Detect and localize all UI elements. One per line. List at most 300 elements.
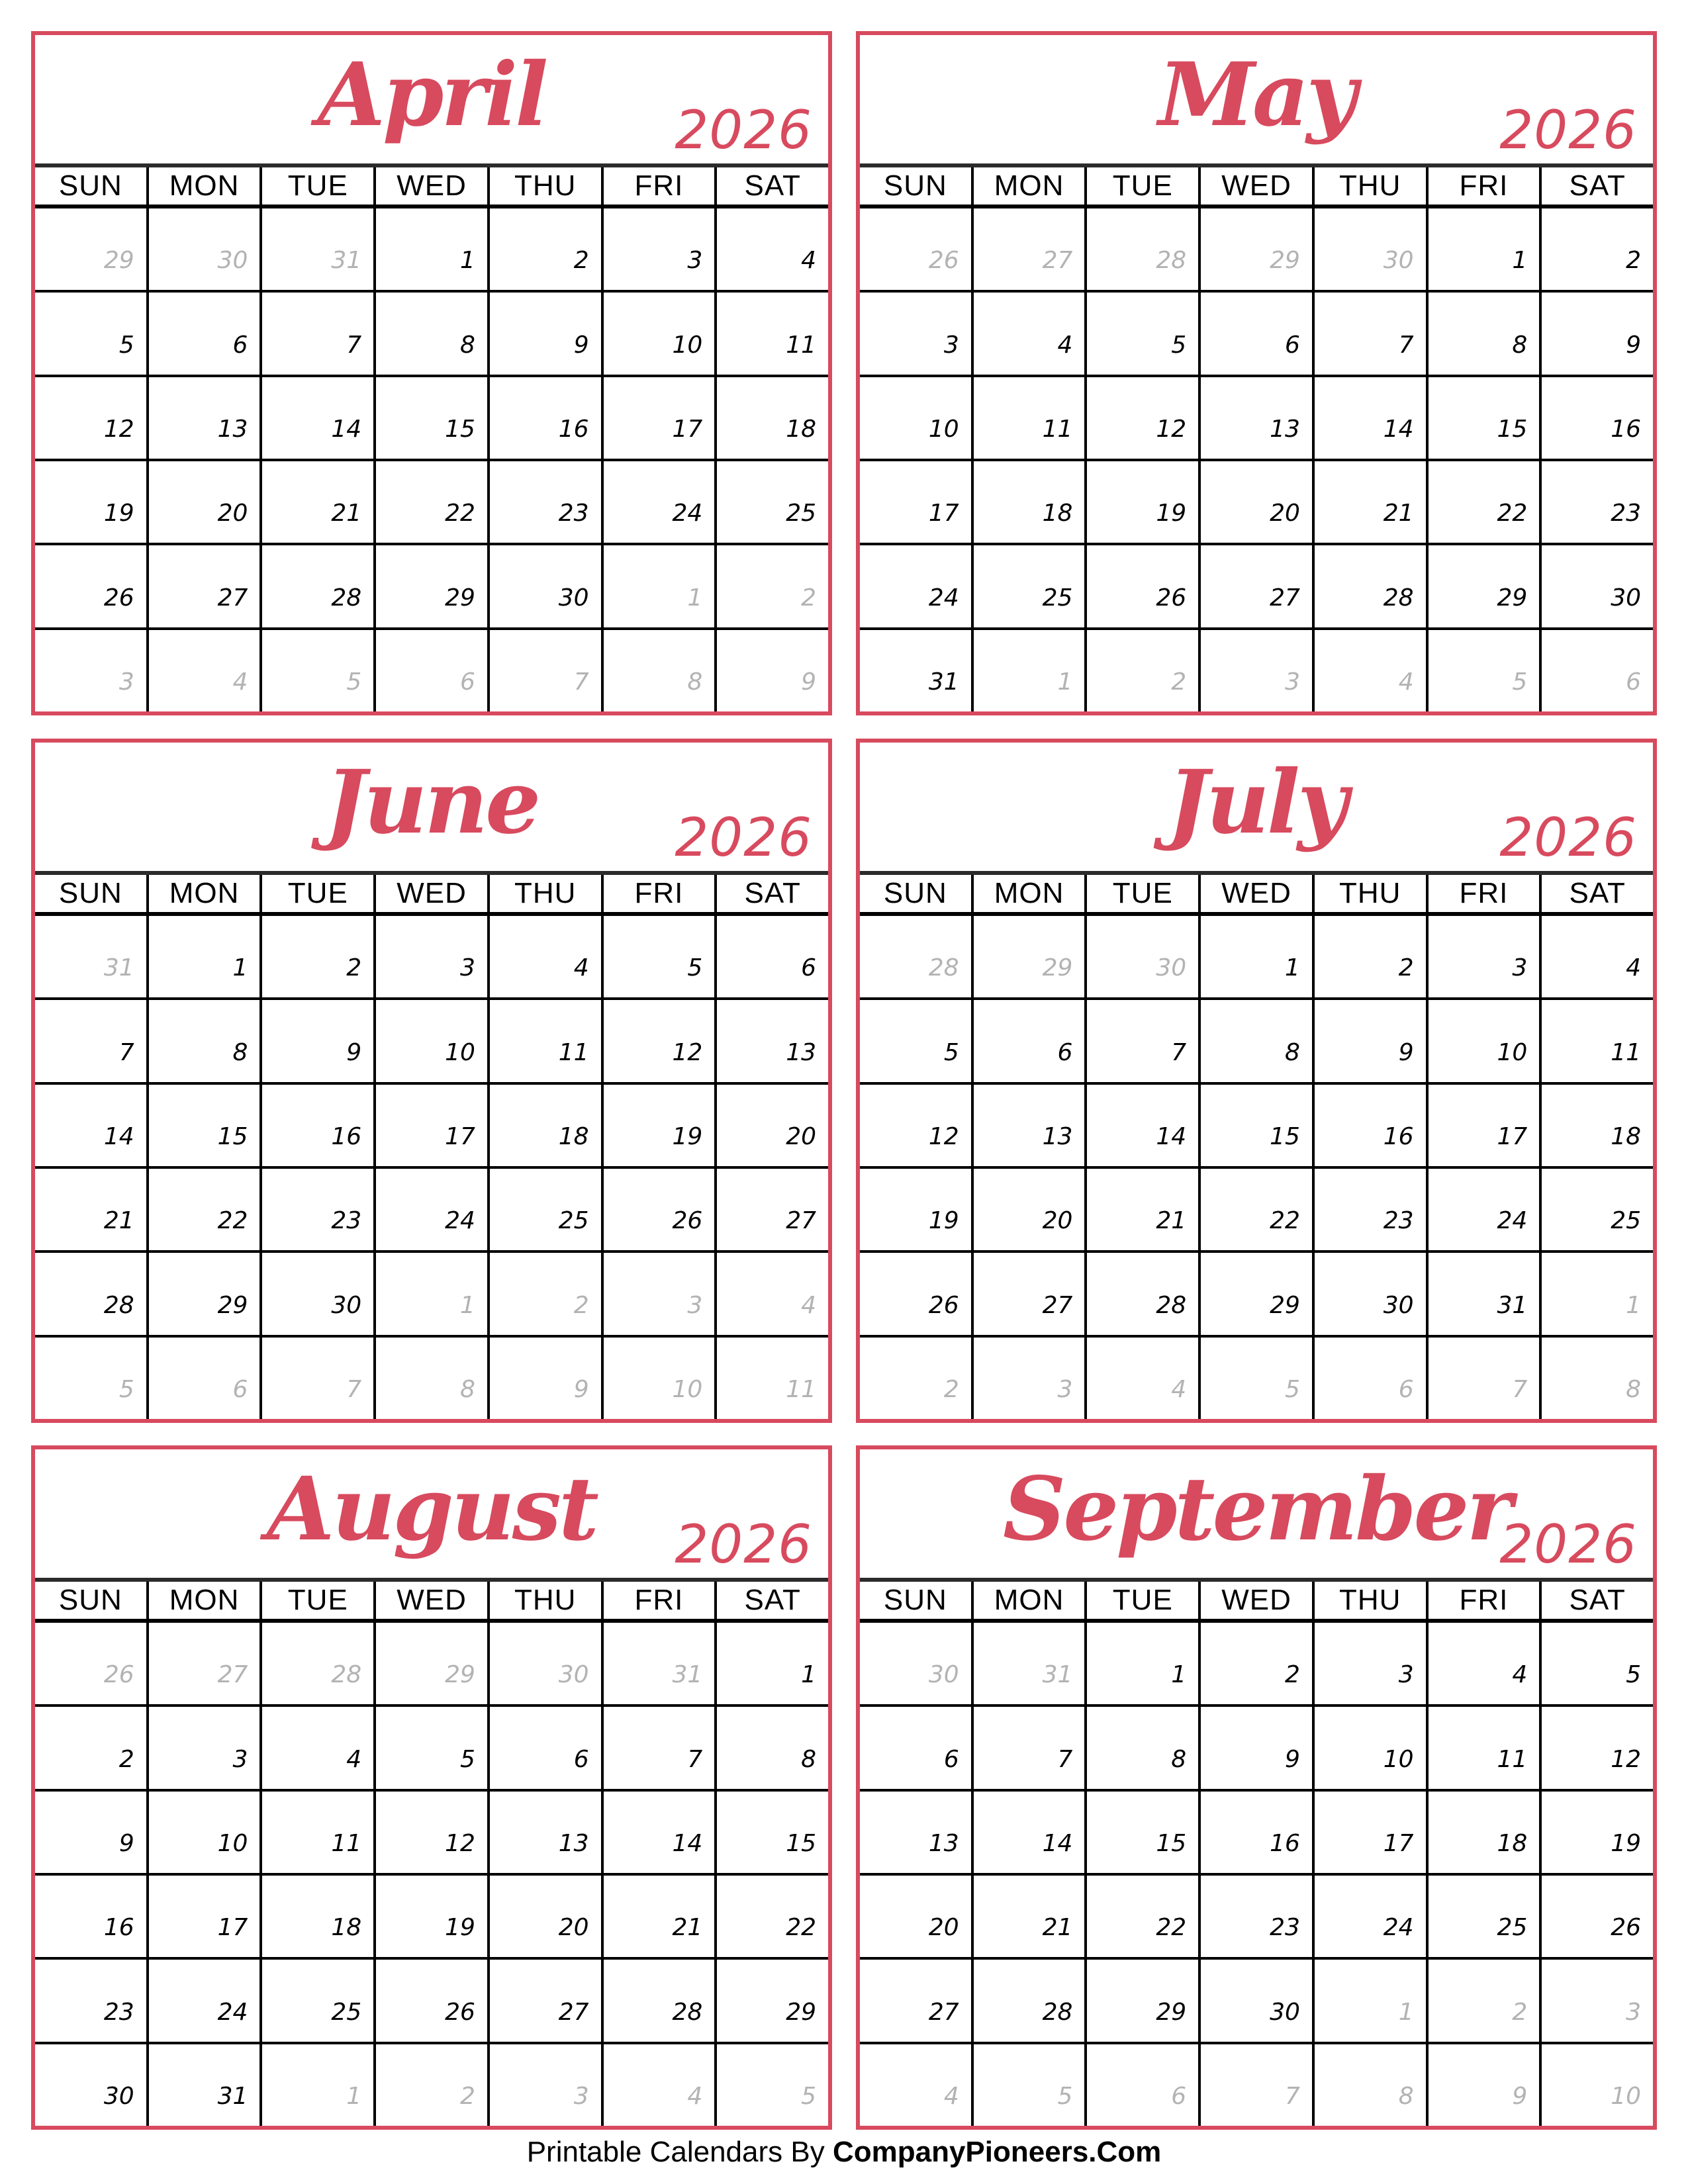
- day-cell-outside-month[interactable]: [1542, 1338, 1653, 1419]
- day-number: 2: [1398, 954, 1414, 982]
- day-cell-outside-month[interactable]: [974, 2044, 1088, 2126]
- day-cell-outside-month[interactable]: [974, 1338, 1088, 1419]
- day-cell-outside-month[interactable]: [262, 208, 376, 290]
- day-cell-outside-month[interactable]: [376, 2044, 490, 2126]
- day-cell[interactable]: [1429, 1253, 1542, 1334]
- day-cell[interactable]: [717, 208, 828, 290]
- day-cell[interactable]: [1315, 1792, 1429, 1873]
- day-cell[interactable]: [1087, 1169, 1201, 1250]
- day-cell-outside-month[interactable]: [1542, 630, 1653, 711]
- day-cell[interactable]: [149, 1792, 263, 1873]
- day-cell[interactable]: [860, 1792, 974, 1873]
- day-cell[interactable]: [490, 1960, 604, 2041]
- day-cell-outside-month[interactable]: [149, 1623, 263, 1704]
- day-cell[interactable]: [490, 1000, 604, 1081]
- day-number: 10: [1497, 1038, 1528, 1066]
- day-cell[interactable]: [262, 1000, 376, 1081]
- day-cell-outside-month[interactable]: [1087, 208, 1201, 290]
- day-cell[interactable]: [860, 1253, 974, 1334]
- day-cell[interactable]: [35, 377, 149, 459]
- day-cell[interactable]: [1087, 1085, 1201, 1166]
- day-cell[interactable]: [974, 1792, 1088, 1873]
- day-cell[interactable]: [1315, 1707, 1429, 1788]
- day-cell[interactable]: [604, 1000, 718, 1081]
- day-cell[interactable]: [149, 293, 263, 374]
- day-cell[interactable]: [490, 1707, 604, 1788]
- day-cell[interactable]: [490, 545, 604, 627]
- day-cell[interactable]: [1542, 916, 1653, 997]
- day-cell[interactable]: [149, 916, 263, 997]
- day-cell[interactable]: [1201, 1707, 1315, 1788]
- day-cell[interactable]: [376, 461, 490, 543]
- day-number: 25: [786, 500, 817, 527]
- day-cell[interactable]: [35, 1169, 149, 1250]
- day-cell-outside-month[interactable]: [974, 916, 1088, 997]
- day-cell-outside-month[interactable]: [1087, 1338, 1201, 1419]
- day-cell-outside-month[interactable]: [604, 1623, 718, 1704]
- day-cell[interactable]: [717, 461, 828, 543]
- day-number: 11: [1497, 1745, 1528, 1773]
- day-cell-outside-month[interactable]: [1201, 2044, 1315, 2126]
- day-number: 29: [217, 1291, 248, 1319]
- day-cell[interactable]: [35, 1792, 149, 1873]
- day-cell[interactable]: [974, 1000, 1088, 1081]
- day-cell[interactable]: [717, 1085, 828, 1166]
- day-cell[interactable]: [262, 916, 376, 997]
- day-number: 19: [1611, 1829, 1642, 1857]
- month-title: September: [1002, 1458, 1511, 1561]
- day-cell-outside-month[interactable]: [860, 2044, 974, 2126]
- day-cell[interactable]: [1315, 545, 1429, 627]
- day-cell[interactable]: [1201, 1623, 1315, 1704]
- day-cell[interactable]: [604, 1960, 718, 2041]
- day-cell-outside-month[interactable]: [376, 1338, 490, 1419]
- day-cell-outside-month[interactable]: [604, 1253, 718, 1334]
- day-number: 11: [786, 331, 817, 359]
- day-cell[interactable]: [376, 1707, 490, 1788]
- day-number: 1: [1284, 954, 1300, 982]
- day-cell[interactable]: [1429, 208, 1542, 290]
- day-cell[interactable]: [974, 1253, 1088, 1334]
- day-cell[interactable]: [490, 293, 604, 374]
- day-cell[interactable]: [1542, 545, 1653, 627]
- day-cell[interactable]: [149, 1169, 263, 1250]
- day-cell[interactable]: [1087, 1000, 1201, 1081]
- day-cell[interactable]: [1201, 1876, 1315, 1957]
- day-cell[interactable]: [604, 1792, 718, 1873]
- day-cell[interactable]: [604, 1707, 718, 1788]
- day-cell[interactable]: [1429, 1623, 1542, 1704]
- day-cell[interactable]: [1315, 461, 1429, 543]
- day-cell[interactable]: [1315, 1876, 1429, 1957]
- day-cell-outside-month[interactable]: [1087, 916, 1201, 997]
- day-number: 29: [1270, 247, 1300, 275]
- day-number: 11: [1611, 1038, 1642, 1066]
- day-cell-outside-month[interactable]: [262, 1623, 376, 1704]
- day-cell[interactable]: [860, 1707, 974, 1788]
- day-cell[interactable]: [1315, 1623, 1429, 1704]
- day-cell[interactable]: [1542, 1085, 1653, 1166]
- day-cell[interactable]: [376, 1085, 490, 1166]
- day-cell[interactable]: [1542, 208, 1653, 290]
- day-cell[interactable]: [1201, 293, 1315, 374]
- day-cell[interactable]: [1087, 1792, 1201, 1873]
- day-number: 6: [459, 668, 475, 696]
- day-cell[interactable]: [604, 1169, 718, 1250]
- day-cell[interactable]: [35, 1960, 149, 2041]
- day-cell[interactable]: [262, 1707, 376, 1788]
- day-cell[interactable]: [149, 1253, 263, 1334]
- day-cell-outside-month[interactable]: [262, 630, 376, 711]
- day-cell[interactable]: [1429, 1085, 1542, 1166]
- day-cell[interactable]: [860, 377, 974, 459]
- day-cell[interactable]: [1429, 377, 1542, 459]
- day-number: 10: [445, 1038, 475, 1066]
- day-cell-outside-month[interactable]: [717, 545, 828, 627]
- day-cell-outside-month[interactable]: [376, 1253, 490, 1334]
- day-cell-outside-month[interactable]: [490, 2044, 604, 2126]
- day-cell[interactable]: [149, 1085, 263, 1166]
- day-cell[interactable]: [717, 1960, 828, 2041]
- day-cell[interactable]: [262, 293, 376, 374]
- day-cell[interactable]: [262, 1960, 376, 2041]
- day-cell[interactable]: [1315, 377, 1429, 459]
- day-cell[interactable]: [974, 1876, 1088, 1957]
- day-cell[interactable]: [1542, 377, 1653, 459]
- footer-brand-link[interactable]: CompanyPioneers.Com: [832, 2136, 1162, 2168]
- day-number: 5: [459, 1745, 475, 1773]
- day-cell[interactable]: [717, 1623, 828, 1704]
- day-cell-outside-month[interactable]: [1429, 1338, 1542, 1419]
- day-cell[interactable]: [1087, 1623, 1201, 1704]
- day-cell[interactable]: [974, 1707, 1088, 1788]
- day-cell[interactable]: [490, 461, 604, 543]
- day-cell[interactable]: [717, 293, 828, 374]
- day-cell[interactable]: [376, 1960, 490, 2041]
- day-cell[interactable]: [1201, 1169, 1315, 1250]
- day-cell-outside-month[interactable]: [149, 208, 263, 290]
- day-cell[interactable]: [262, 1253, 376, 1334]
- day-cell[interactable]: [717, 1876, 828, 1957]
- day-cell-outside-month[interactable]: [1429, 1960, 1542, 2041]
- day-cell[interactable]: [149, 2044, 263, 2126]
- day-cell[interactable]: [490, 1085, 604, 1166]
- day-cell[interactable]: [1429, 1707, 1542, 1788]
- weeks-container: [860, 1623, 1653, 2126]
- day-cell[interactable]: [149, 545, 263, 627]
- day-cell[interactable]: [149, 1707, 263, 1788]
- day-cell[interactable]: [1315, 1000, 1429, 1081]
- day-cell[interactable]: [717, 377, 828, 459]
- day-cell[interactable]: [376, 208, 490, 290]
- day-cell[interactable]: [149, 461, 263, 543]
- weekday-header-row: [860, 875, 1653, 916]
- day-cell-outside-month[interactable]: [1315, 1338, 1429, 1419]
- week-row: [35, 461, 828, 545]
- day-cell[interactable]: [1542, 461, 1653, 543]
- day-number: 15: [1156, 1829, 1187, 1857]
- day-cell[interactable]: [490, 208, 604, 290]
- week-row: [35, 1792, 828, 1876]
- day-cell-outside-month[interactable]: [149, 1338, 263, 1419]
- day-cell-outside-month[interactable]: [262, 1338, 376, 1419]
- day-number: 5: [1512, 668, 1528, 696]
- day-number: 2: [1626, 247, 1642, 275]
- day-cell[interactable]: [35, 1707, 149, 1788]
- day-number: 30: [1383, 1291, 1414, 1319]
- day-number: 29: [445, 1661, 475, 1689]
- day-cell[interactable]: [1315, 1085, 1429, 1166]
- day-cell-outside-month[interactable]: [860, 1338, 974, 1419]
- weekday-header-fri: FRI: [604, 1582, 718, 1619]
- day-cell-outside-month[interactable]: [860, 208, 974, 290]
- day-cell[interactable]: [262, 377, 376, 459]
- day-cell[interactable]: [974, 461, 1088, 543]
- day-cell[interactable]: [376, 1000, 490, 1081]
- day-number: 23: [1611, 500, 1642, 527]
- day-cell[interactable]: [376, 293, 490, 374]
- day-cell[interactable]: [860, 1000, 974, 1081]
- day-cell[interactable]: [490, 1792, 604, 1873]
- day-cell[interactable]: [262, 1876, 376, 1957]
- day-cell-outside-month[interactable]: [1201, 208, 1315, 290]
- day-cell[interactable]: [376, 916, 490, 997]
- day-cell[interactable]: [376, 1169, 490, 1250]
- day-cell-outside-month[interactable]: [717, 2044, 828, 2126]
- calendar-grid: [860, 163, 1653, 711]
- day-cell[interactable]: [490, 916, 604, 997]
- day-cell-outside-month[interactable]: [1201, 1338, 1315, 1419]
- day-cell-outside-month[interactable]: [717, 1338, 828, 1419]
- day-cell[interactable]: [376, 545, 490, 627]
- day-number: 25: [1611, 1207, 1642, 1235]
- day-cell[interactable]: [1429, 545, 1542, 627]
- day-cell[interactable]: [1201, 1000, 1315, 1081]
- weekday-header-fri: FRI: [604, 875, 718, 912]
- day-cell[interactable]: [604, 377, 718, 459]
- day-cell-outside-month[interactable]: [1542, 1960, 1653, 2041]
- day-cell[interactable]: [149, 1000, 263, 1081]
- day-cell[interactable]: [860, 461, 974, 543]
- day-cell[interactable]: [1087, 377, 1201, 459]
- day-cell[interactable]: [1201, 461, 1315, 543]
- day-cell-outside-month[interactable]: [1201, 630, 1315, 711]
- day-cell[interactable]: [1315, 293, 1429, 374]
- day-cell[interactable]: [376, 377, 490, 459]
- day-cell[interactable]: [490, 1876, 604, 1957]
- day-cell[interactable]: [717, 1792, 828, 1873]
- day-cell[interactable]: [974, 545, 1088, 627]
- day-cell[interactable]: [376, 1792, 490, 1873]
- day-number: 3: [573, 2082, 589, 2110]
- day-cell[interactable]: [1429, 293, 1542, 374]
- day-number: 8: [1398, 2082, 1414, 2110]
- day-cell[interactable]: [35, 1085, 149, 1166]
- day-cell-outside-month[interactable]: [860, 916, 974, 997]
- day-number: 14: [672, 1829, 703, 1857]
- day-cell[interactable]: [149, 1876, 263, 1957]
- day-number: 18: [558, 1122, 589, 1150]
- day-cell[interactable]: [376, 1876, 490, 1957]
- day-cell-outside-month[interactable]: [490, 1623, 604, 1704]
- weekday-header-mon: MON: [149, 875, 263, 912]
- day-cell[interactable]: [1201, 545, 1315, 627]
- day-cell[interactable]: [974, 1169, 1088, 1250]
- day-cell-outside-month[interactable]: [1315, 208, 1429, 290]
- day-cell-outside-month[interactable]: [1315, 1960, 1429, 2041]
- day-cell-outside-month[interactable]: [1429, 2044, 1542, 2126]
- day-cell[interactable]: [604, 1876, 718, 1957]
- day-cell[interactable]: [860, 1169, 974, 1250]
- day-cell[interactable]: [1087, 1253, 1201, 1334]
- day-number: 12: [103, 415, 134, 443]
- day-cell[interactable]: [717, 916, 828, 997]
- day-cell[interactable]: [490, 377, 604, 459]
- day-cell[interactable]: [1201, 916, 1315, 997]
- day-cell-outside-month[interactable]: [1542, 1253, 1653, 1334]
- day-cell[interactable]: [1542, 1000, 1653, 1081]
- day-cell[interactable]: [262, 1169, 376, 1250]
- day-cell[interactable]: [860, 1960, 974, 2041]
- day-cell-outside-month[interactable]: [974, 1623, 1088, 1704]
- day-cell-outside-month[interactable]: [490, 1338, 604, 1419]
- day-number: 30: [558, 1661, 589, 1689]
- day-cell[interactable]: [149, 1960, 263, 2041]
- day-cell[interactable]: [1542, 293, 1653, 374]
- day-cell[interactable]: [604, 293, 718, 374]
- day-cell[interactable]: [1201, 1960, 1315, 2041]
- weekday-header-tue: TUE: [1087, 875, 1201, 912]
- day-number: 1: [1057, 668, 1073, 696]
- day-cell-outside-month[interactable]: [35, 1338, 149, 1419]
- day-cell[interactable]: [1542, 1792, 1653, 1873]
- day-cell[interactable]: [1429, 916, 1542, 997]
- day-cell[interactable]: [35, 461, 149, 543]
- day-cell[interactable]: [35, 1000, 149, 1081]
- day-cell[interactable]: [1087, 293, 1201, 374]
- day-cell[interactable]: [604, 916, 718, 997]
- day-cell[interactable]: [974, 377, 1088, 459]
- day-cell-outside-month[interactable]: [974, 630, 1088, 711]
- day-cell[interactable]: [1315, 916, 1429, 997]
- day-cell[interactable]: [717, 1707, 828, 1788]
- day-cell[interactable]: [35, 2044, 149, 2126]
- day-cell[interactable]: [1542, 1623, 1653, 1704]
- day-cell[interactable]: [1542, 1707, 1653, 1788]
- day-cell-outside-month[interactable]: [1315, 630, 1429, 711]
- day-cell[interactable]: [1315, 1169, 1429, 1250]
- day-cell[interactable]: [860, 293, 974, 374]
- day-cell[interactable]: [1429, 461, 1542, 543]
- day-cell[interactable]: [1087, 545, 1201, 627]
- day-cell[interactable]: [1429, 1876, 1542, 1957]
- day-cell[interactable]: [1201, 1792, 1315, 1873]
- day-cell-outside-month[interactable]: [1429, 630, 1542, 711]
- day-cell[interactable]: [1429, 1000, 1542, 1081]
- day-cell-outside-month[interactable]: [604, 2044, 718, 2126]
- day-cell[interactable]: [1429, 1792, 1542, 1873]
- day-cell-outside-month[interactable]: [717, 630, 828, 711]
- day-cell[interactable]: [35, 1253, 149, 1334]
- day-cell-outside-month[interactable]: [35, 916, 149, 997]
- day-cell-outside-month[interactable]: [604, 630, 718, 711]
- day-cell[interactable]: [149, 377, 263, 459]
- weeks-container: [35, 1623, 828, 2126]
- day-cell-outside-month[interactable]: [717, 1253, 828, 1334]
- day-cell[interactable]: [974, 293, 1088, 374]
- day-cell[interactable]: [1429, 1169, 1542, 1250]
- day-cell[interactable]: [35, 293, 149, 374]
- day-cell-outside-month[interactable]: [35, 208, 149, 290]
- day-cell-outside-month[interactable]: [35, 1623, 149, 1704]
- day-cell[interactable]: [860, 630, 974, 711]
- day-cell-outside-month[interactable]: [974, 208, 1088, 290]
- day-cell[interactable]: [1201, 1085, 1315, 1166]
- day-number: 29: [445, 584, 475, 612]
- month-header: [35, 1449, 828, 1578]
- day-cell-outside-month[interactable]: [490, 630, 604, 711]
- day-cell-outside-month[interactable]: [376, 630, 490, 711]
- day-cell[interactable]: [262, 461, 376, 543]
- day-number: 10: [672, 331, 703, 359]
- day-cell[interactable]: [1201, 1253, 1315, 1334]
- day-cell[interactable]: [860, 1085, 974, 1166]
- day-number: 4: [1626, 954, 1642, 982]
- day-cell-outside-month[interactable]: [1542, 2044, 1653, 2126]
- day-cell[interactable]: [974, 1085, 1088, 1166]
- day-cell-outside-month[interactable]: [149, 630, 263, 711]
- day-cell[interactable]: [1087, 1960, 1201, 2041]
- day-cell[interactable]: [1087, 1707, 1201, 1788]
- day-cell-outside-month[interactable]: [1315, 2044, 1429, 2126]
- day-cell[interactable]: [860, 1876, 974, 1957]
- day-number: 8: [1284, 1038, 1300, 1066]
- day-cell[interactable]: [1087, 461, 1201, 543]
- day-cell[interactable]: [35, 545, 149, 627]
- day-cell[interactable]: [860, 545, 974, 627]
- day-cell[interactable]: [490, 1169, 604, 1250]
- day-cell[interactable]: [1542, 1876, 1653, 1957]
- day-cell-outside-month[interactable]: [1087, 2044, 1201, 2126]
- day-cell[interactable]: [604, 461, 718, 543]
- day-cell-outside-month[interactable]: [1087, 630, 1201, 711]
- day-cell[interactable]: [604, 208, 718, 290]
- day-cell[interactable]: [262, 545, 376, 627]
- day-cell[interactable]: [1315, 1253, 1429, 1334]
- day-cell-outside-month[interactable]: [860, 1623, 974, 1704]
- day-cell-outside-month[interactable]: [35, 630, 149, 711]
- day-number: 3: [118, 668, 134, 696]
- day-cell[interactable]: [1201, 377, 1315, 459]
- day-cell[interactable]: [717, 1169, 828, 1250]
- day-cell[interactable]: [717, 1000, 828, 1081]
- day-number: 12: [1611, 1745, 1642, 1773]
- day-cell-outside-month[interactable]: [604, 1338, 718, 1419]
- day-cell-outside-month[interactable]: [490, 1253, 604, 1334]
- day-cell-outside-month[interactable]: [604, 545, 718, 627]
- day-cell[interactable]: [262, 1085, 376, 1166]
- day-cell[interactable]: [604, 1085, 718, 1166]
- day-cell[interactable]: [262, 1792, 376, 1873]
- day-cell-outside-month[interactable]: [376, 1623, 490, 1704]
- day-cell[interactable]: [974, 1960, 1088, 2041]
- day-cell[interactable]: [1087, 1876, 1201, 1957]
- day-cell[interactable]: [35, 1876, 149, 1957]
- day-cell-outside-month[interactable]: [262, 2044, 376, 2126]
- day-number: 17: [928, 500, 959, 527]
- day-cell[interactable]: [1542, 1169, 1653, 1250]
- weekday-header-sun: SUN: [35, 167, 149, 205]
